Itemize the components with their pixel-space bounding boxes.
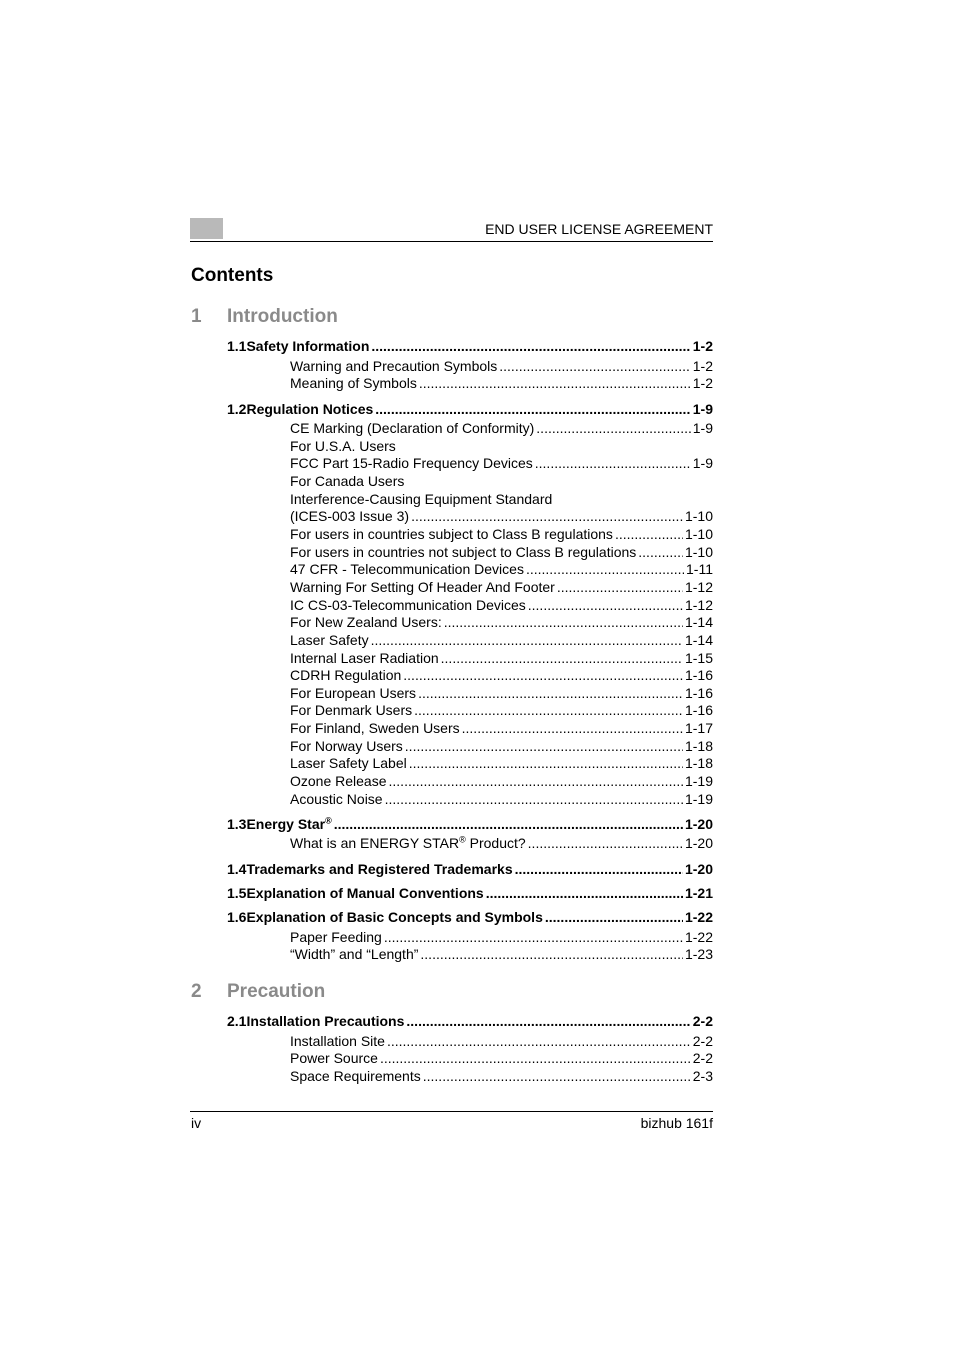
toc-entry-label xyxy=(290,702,412,718)
contents-title: Contents xyxy=(191,265,274,286)
page-reference: 1-21 xyxy=(684,885,713,901)
dot-leader xyxy=(409,755,683,771)
toc-entry-label xyxy=(290,544,636,560)
toc-entry-label xyxy=(290,491,552,507)
toc-entry-text: Explanation of Basic Concepts and Symbols xyxy=(246,909,543,925)
toc-entry-text: Interference-Causing Equipment Standard xyxy=(290,491,553,507)
dot-leader xyxy=(387,1033,691,1049)
toc-entry-label xyxy=(290,946,418,962)
toc-section-entry[interactable] xyxy=(227,401,713,419)
toc-entry-text: “Width” and “Length” xyxy=(290,946,419,962)
page-reference: 1-12 xyxy=(684,579,713,595)
toc-entry-text: For New Zealand Users: xyxy=(290,614,442,630)
dot-leader xyxy=(515,861,683,877)
toc-entry-text: Explanation of Manual Conventions xyxy=(246,885,484,901)
section-number: 1.5 xyxy=(227,885,247,901)
dot-leader xyxy=(638,544,683,560)
page-reference: 1-22 xyxy=(684,929,713,945)
section-number: 1.6 xyxy=(227,909,247,925)
header-rule xyxy=(190,241,713,242)
toc-entry-text: Acoustic Noise xyxy=(290,791,383,807)
dot-leader xyxy=(371,632,683,648)
toc-entry-text: Regulation Notices xyxy=(246,401,374,417)
chapter-number: 2 xyxy=(191,981,202,1002)
dot-leader xyxy=(406,1013,690,1029)
toc-section-entry[interactable] xyxy=(227,861,713,879)
toc-entry-label xyxy=(246,1013,404,1029)
page-reference: 1-11 xyxy=(686,561,713,577)
section-number: 2.1 xyxy=(227,1013,247,1029)
section-number: 1.4 xyxy=(227,861,247,877)
toc-subentry[interactable] xyxy=(290,438,713,456)
toc-subentry[interactable] xyxy=(290,491,713,509)
dot-leader xyxy=(486,885,683,901)
toc-subentry[interactable] xyxy=(290,544,713,562)
toc-subentry[interactable] xyxy=(290,358,713,376)
toc-entry-label xyxy=(290,455,533,471)
toc-entry-label xyxy=(290,791,383,807)
dot-leader xyxy=(385,791,683,807)
toc-entry-label xyxy=(290,632,369,648)
toc-entry-label xyxy=(290,375,417,391)
dot-leader xyxy=(528,835,683,851)
page-reference: 2-2 xyxy=(692,1013,713,1029)
toc-entry-label xyxy=(290,438,396,454)
page-reference: 1-16 xyxy=(684,685,713,701)
toc-entry-label xyxy=(246,338,369,354)
toc-subentry[interactable] xyxy=(290,835,713,853)
toc-entry-text: For Canada Users xyxy=(290,473,405,489)
toc-entry-text: Meaning of Symbols xyxy=(290,375,417,391)
toc-entry-text: CE Marking (Declaration of Conformity) xyxy=(290,420,535,436)
toc-subentry[interactable] xyxy=(290,1068,713,1086)
dot-leader xyxy=(405,738,683,754)
dot-leader xyxy=(557,579,683,595)
dot-leader xyxy=(389,773,683,789)
dot-leader xyxy=(536,420,690,436)
toc-entry-text: Internal Laser Radiation xyxy=(290,650,439,666)
chapter-heading-2 xyxy=(191,981,325,1003)
toc-entry-text: Energy Star xyxy=(246,816,326,832)
toc-entry-label xyxy=(290,358,497,374)
dot-leader xyxy=(403,667,683,683)
toc-subentry[interactable] xyxy=(290,1033,713,1051)
toc-entry-label xyxy=(290,1068,421,1084)
toc-entry-label xyxy=(290,1050,378,1066)
toc-section-entry[interactable] xyxy=(227,338,713,356)
toc-entry-label xyxy=(290,667,401,683)
toc-entry-text: Paper Feeding xyxy=(290,929,382,945)
toc-section-entry[interactable] xyxy=(227,1013,713,1031)
toc-entry-label xyxy=(290,685,416,701)
toc-entry-text: Warning For Setting Of Header And Footer xyxy=(290,579,555,595)
header-title: END USER LICENSE AGREEMENT xyxy=(485,221,713,237)
toc-entry-label xyxy=(290,508,409,524)
dot-leader xyxy=(499,358,691,374)
toc-subentry[interactable] xyxy=(290,946,713,964)
toc-entry-text: Safety Information xyxy=(246,338,370,354)
toc-entry-label xyxy=(246,861,512,877)
toc-entry-label xyxy=(290,773,387,789)
dot-leader xyxy=(441,650,683,666)
toc-entry-text: Warning and Precaution Symbols xyxy=(290,358,498,374)
page-reference: 1-9 xyxy=(692,455,713,471)
toc-entry-label xyxy=(290,420,534,436)
page-reference: 1-20 xyxy=(684,835,713,851)
page-reference: 1-20 xyxy=(684,861,713,877)
toc-entry-label xyxy=(290,597,526,613)
dot-leader xyxy=(615,526,683,542)
toc-entry-text: Laser Safety Label xyxy=(290,755,407,771)
toc-entry-text: Installation Precautions xyxy=(246,1013,405,1029)
footer-page-number: iv xyxy=(191,1115,202,1131)
toc-entry-label xyxy=(290,614,442,630)
page-reference: 1-18 xyxy=(684,738,713,754)
page-reference: 1-2 xyxy=(692,358,713,374)
page-reference: 1-10 xyxy=(684,526,713,542)
section-number: 1.3 xyxy=(227,816,247,832)
page-reference: 1-14 xyxy=(684,614,713,630)
toc-entry-text: 47 CFR - Telecommunication Devices xyxy=(290,561,524,577)
dot-leader xyxy=(375,401,691,417)
toc-entry-label xyxy=(290,650,439,666)
toc-entry-text: Installation Site xyxy=(290,1033,385,1049)
toc-entry-label xyxy=(290,738,403,754)
page-reference: 2-3 xyxy=(692,1068,713,1084)
dot-leader xyxy=(420,946,683,962)
page-reference: 1-14 xyxy=(684,632,713,648)
page-reference: 2-2 xyxy=(692,1050,713,1066)
toc-subentry[interactable] xyxy=(290,650,713,668)
dot-leader xyxy=(384,929,683,945)
toc-entry-text-suffix: Product? xyxy=(465,835,526,851)
toc-entry-text: (ICES-003 Issue 3) xyxy=(290,508,410,524)
dot-leader xyxy=(419,375,691,391)
toc-subentry[interactable] xyxy=(290,420,713,438)
toc-entry-label xyxy=(246,885,483,901)
toc-subentry[interactable] xyxy=(290,632,713,650)
section-number: 1.1 xyxy=(227,338,247,354)
page-reference: 1-10 xyxy=(684,544,713,560)
chapter-heading-1 xyxy=(191,306,338,328)
toc-entry-label xyxy=(290,755,407,771)
toc-subentry[interactable] xyxy=(290,579,713,597)
toc-subentry[interactable] xyxy=(290,738,713,756)
toc-entry-label xyxy=(290,929,382,945)
dot-leader xyxy=(418,685,683,701)
toc-subentry[interactable] xyxy=(290,473,713,491)
toc-subentry[interactable] xyxy=(290,455,713,473)
toc-entry-label xyxy=(246,909,542,925)
registered-mark: ® xyxy=(325,815,332,826)
toc-entry-text: For Denmark Users xyxy=(290,702,413,718)
toc-entry-text: Trademarks and Registered Trademarks xyxy=(246,861,513,877)
page-reference: 1-16 xyxy=(684,667,713,683)
toc-entry-text: Space Requirements xyxy=(290,1068,421,1084)
footer-rule xyxy=(190,1111,713,1112)
page-reference: 1-2 xyxy=(692,375,713,391)
dot-leader xyxy=(535,455,691,471)
footer-product-name: bizhub 161f xyxy=(640,1115,713,1131)
toc-subentry[interactable] xyxy=(290,702,713,720)
dot-leader xyxy=(334,816,683,832)
dot-leader xyxy=(545,909,683,925)
dot-leader xyxy=(526,561,684,577)
toc-entry-text: CDRH Regulation xyxy=(290,667,402,683)
toc-entry-text: For U.S.A. Users xyxy=(290,438,396,454)
toc-entry-label xyxy=(290,561,524,577)
page-reference: 1-2 xyxy=(692,338,713,354)
toc-entry-label xyxy=(290,473,404,489)
toc-entry-text: For European Users xyxy=(290,685,417,701)
toc-subentry[interactable] xyxy=(290,755,713,773)
dot-leader xyxy=(423,1068,691,1084)
toc-entry-label xyxy=(290,579,555,595)
page-reference: 1-10 xyxy=(684,508,713,524)
toc-subentry[interactable] xyxy=(290,720,713,738)
page-reference: 1-18 xyxy=(684,755,713,771)
toc-entry-text: For users in countries subject to Class B regulations xyxy=(290,526,613,542)
dot-leader xyxy=(380,1050,691,1066)
toc-entry-label xyxy=(290,1033,385,1049)
dot-leader xyxy=(462,720,683,736)
page-reference: 1-17 xyxy=(684,720,713,736)
page-reference: 2-2 xyxy=(692,1033,713,1049)
toc-entry-text: FCC Part 15-Radio Frequency Devices xyxy=(290,455,533,471)
chapter-title: Precaution xyxy=(227,981,326,1002)
page-reference: 1-23 xyxy=(684,946,713,962)
toc-subentry[interactable] xyxy=(290,375,713,393)
toc-subentry[interactable] xyxy=(290,773,713,791)
toc-entry-text: For Norway Users xyxy=(290,738,403,754)
toc-entry-text: For Finland, Sweden Users xyxy=(290,720,460,736)
toc-section-entry[interactable] xyxy=(227,909,713,927)
toc-entry-label xyxy=(290,526,613,542)
toc-subentry[interactable] xyxy=(290,1050,713,1068)
toc-entry-text: IC CS-03-Telecommunication Devices xyxy=(290,597,526,613)
toc-subentry[interactable] xyxy=(290,929,713,947)
page-reference: 1-19 xyxy=(684,773,713,789)
page-reference: 1-15 xyxy=(684,650,713,666)
section-number: 1.2 xyxy=(227,401,247,417)
dot-leader xyxy=(528,597,683,613)
toc-entry-text: Ozone Release xyxy=(290,773,387,789)
dot-leader xyxy=(411,508,683,524)
toc-section-entry[interactable] xyxy=(227,816,713,834)
toc-entry-text: For users in countries not subject to Class B regulations xyxy=(290,544,637,560)
toc-subentry[interactable] xyxy=(290,667,713,685)
toc-entry-label xyxy=(290,835,526,851)
toc-subentry[interactable] xyxy=(290,561,713,579)
toc-entry-text: Power Source xyxy=(290,1050,378,1066)
page-reference: 1-19 xyxy=(684,791,713,807)
page-reference: 1-16 xyxy=(684,702,713,718)
page-reference: 1-12 xyxy=(684,597,713,613)
toc-entry-label xyxy=(246,401,373,417)
page-reference: 1-9 xyxy=(692,401,713,417)
toc-subentry[interactable] xyxy=(290,597,713,615)
dot-leader xyxy=(444,614,683,630)
toc-entry-label xyxy=(290,720,460,736)
toc-subentry[interactable] xyxy=(290,526,713,544)
toc-entry-text: What is an ENERGY STAR xyxy=(290,835,460,851)
chapter-title: Introduction xyxy=(227,306,338,327)
toc-subentry[interactable] xyxy=(290,685,713,703)
toc-subentry[interactable] xyxy=(290,791,713,809)
toc-entry-text: Laser Safety xyxy=(290,632,369,648)
dot-leader xyxy=(414,702,683,718)
page-reference: 1-20 xyxy=(684,816,713,832)
page-reference: 1-9 xyxy=(692,420,713,436)
toc-entry-label xyxy=(246,816,331,832)
toc-subentry[interactable] xyxy=(290,508,713,526)
page-reference: 1-22 xyxy=(684,909,713,925)
toc-subentry[interactable] xyxy=(290,614,713,632)
dot-leader xyxy=(371,338,690,354)
chapter-number: 1 xyxy=(191,306,202,327)
registered-mark: ® xyxy=(459,834,466,845)
toc-section-entry[interactable] xyxy=(227,885,713,903)
header-tab-marker xyxy=(190,218,223,239)
